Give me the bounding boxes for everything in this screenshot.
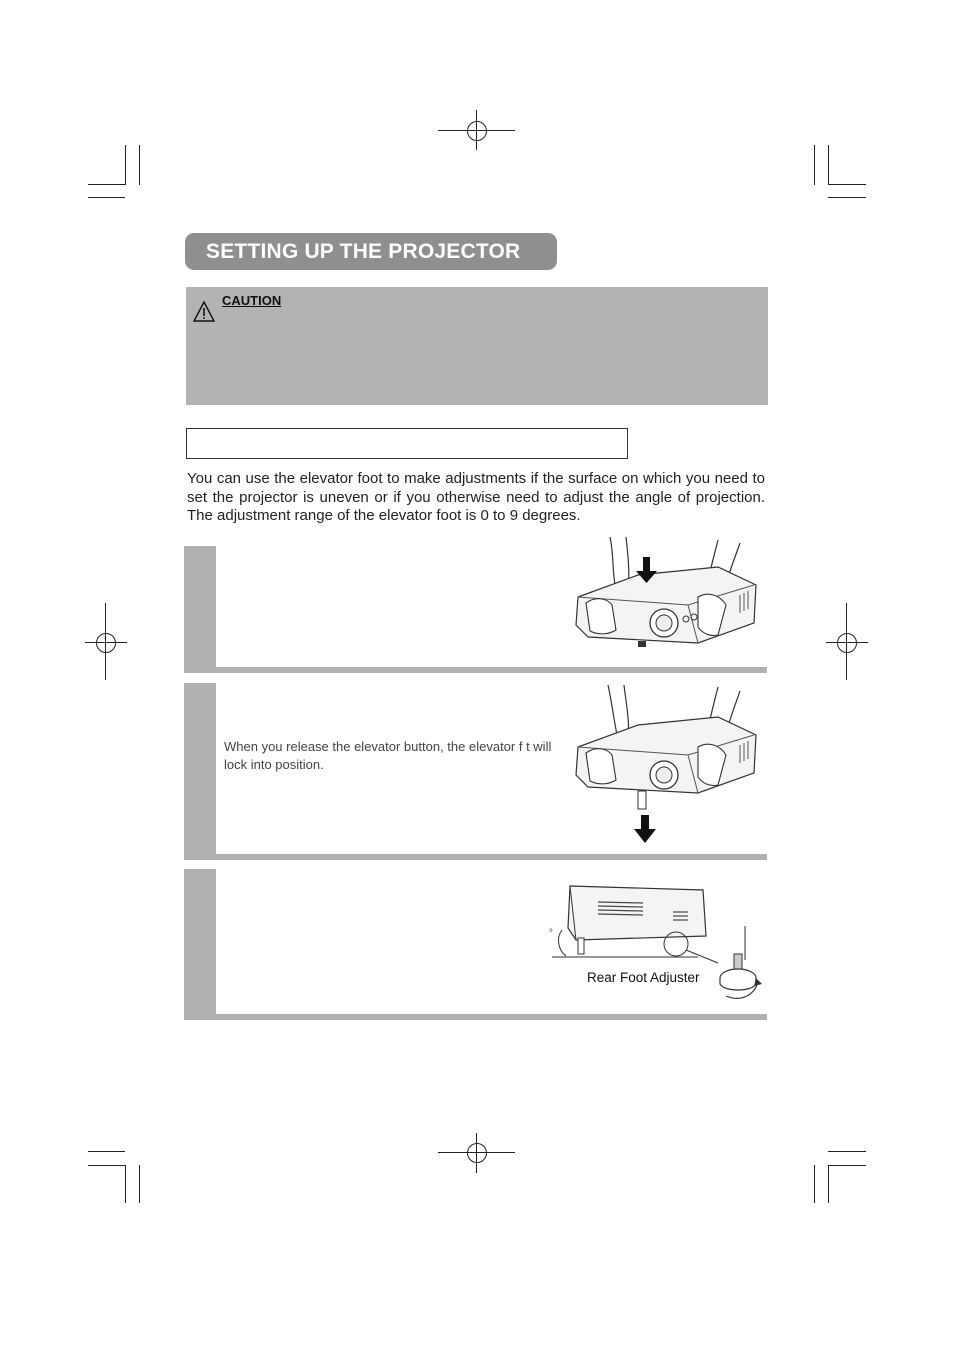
intro-paragraph: You can use the elevator foot to make adjustments if the surface on which you need to set the projector is uneven or if you otherwise need to adjust the angle of projection. The adjustment range of the elevator foot is 0 to 9 degrees. bbox=[187, 470, 765, 524]
caution-label: CAUTION bbox=[222, 293, 282, 308]
projector-extend-foot-illustration bbox=[568, 685, 763, 845]
degree-mark: ° bbox=[549, 928, 553, 939]
step-2-note: When you release the elevator button, the elevator f t will lock into position. bbox=[224, 739, 552, 772]
projector-press-button-illustration bbox=[568, 535, 763, 650]
page-title: SETTING UP THE PROJECTOR bbox=[185, 233, 557, 270]
rear-foot-adjuster-caption: Rear Foot Adjuster bbox=[587, 970, 700, 985]
warning-triangle-icon bbox=[193, 301, 215, 322]
subheading-box bbox=[186, 428, 628, 459]
